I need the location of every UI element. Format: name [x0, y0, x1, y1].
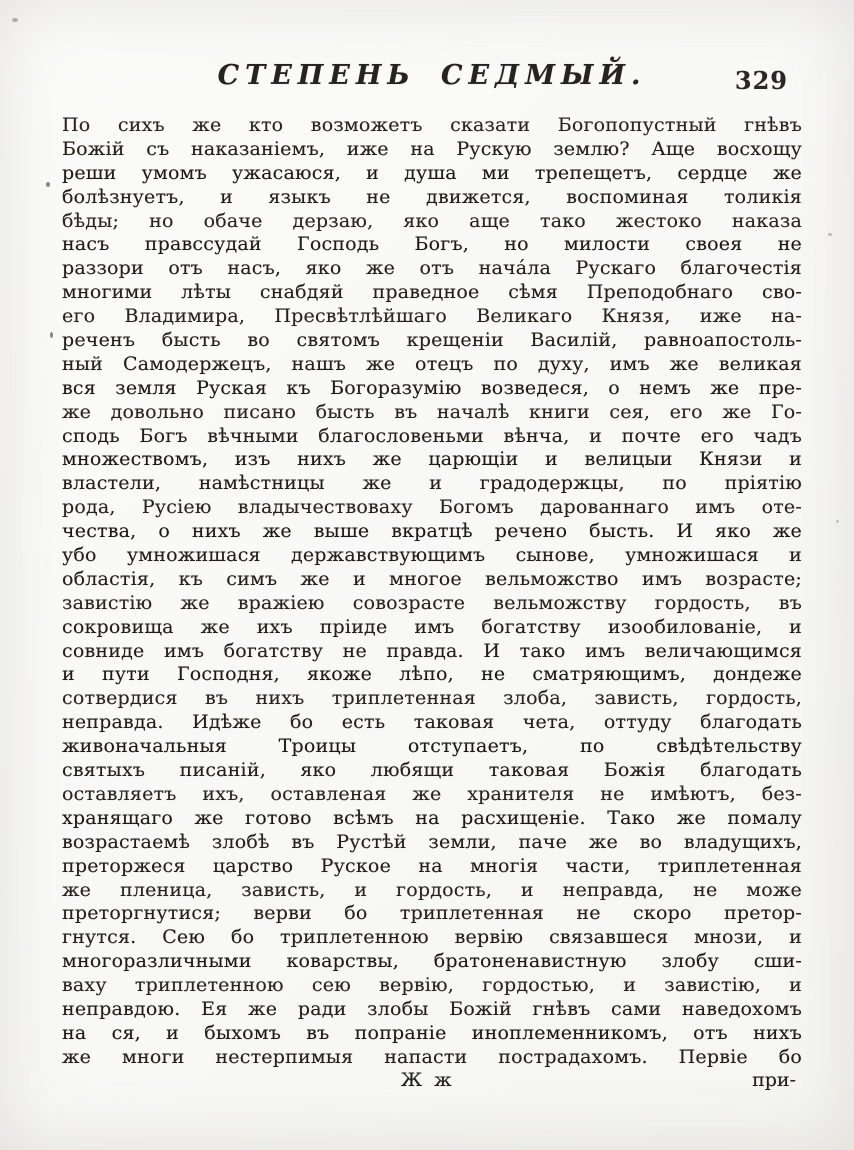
- text-line: живоначальныя Троицы отступаетъ, по свѣдѣтельству: [62, 735, 802, 758]
- text-line: чества, о нихъ же выше вкратцѣ речено бысть. И яко же: [62, 520, 802, 543]
- text-line: областія, къ симъ же и многое вельможство имъ возрасте;: [62, 567, 802, 590]
- scan-speckle: [12, 18, 18, 22]
- text-line: на ся, и быхомъ въ попраніе иноплеменникомъ, отъ нихъ: [62, 1021, 802, 1044]
- text-line: оставляетъ ихъ, оставленая же хранителя не имѣютъ, без-: [62, 782, 802, 805]
- text-line: сподь Богъ вѣчными благословеньми вѣнча, и почте его чадъ: [62, 424, 802, 447]
- text-line: реши умомъ ужасаюся, и душа ми трепещетъ, сердце же: [62, 161, 802, 184]
- text-line: болѣзнуетъ, и языкъ не движется, воспоминая толикія: [62, 185, 802, 208]
- text-line: же многи нестерпимыя напасти пострадахомъ. Первіе бо: [62, 1045, 802, 1068]
- text-line: хранящаго же готово всѣмъ на расхищеніе. Тако же помалу: [62, 806, 802, 829]
- text-line: совниде имъ богатству не правда. И тако имъ величающимся: [62, 639, 802, 662]
- page-header: [62, 60, 802, 100]
- text-line: По сихъ же кто возможетъ сказати Богопопустный гнѣвъ: [62, 114, 802, 136]
- scan-speckle: [828, 233, 832, 236]
- text-line: его Владимира, Пресвѣтлѣйшаго Великаго Князя, иже на-: [62, 305, 802, 328]
- scan-speckle: [46, 182, 50, 187]
- text-line: же пленица, зависть, и гордость, и неправда, не може: [62, 878, 802, 901]
- text-line: завистію же вражіею совозрасте вельможству гордость, въ: [62, 591, 802, 614]
- signature-mark: Ж ж: [400, 1069, 455, 1091]
- scan-speckle: [50, 332, 53, 338]
- scan-speckle: [836, 520, 839, 523]
- text-line: ный Самодержецъ, нашъ же отецъ по духу, имъ же великая: [62, 352, 802, 375]
- text-line: Божій съ наказаніемъ, иже на Рускую землю? Аще восхощу: [62, 137, 802, 160]
- text-line: сокровища же ихъ пріиде имъ богатству изообилованіе, и: [62, 615, 802, 638]
- text-line: властели, намѣстницы же и градодержцы, по пріятію: [62, 472, 802, 495]
- text-line: реченъ бысть во святомъ крещеніи Василій, равноапостоль-: [62, 329, 802, 352]
- text-line: преторгнутися; верви бо триплетенная не скоро претор-: [62, 902, 802, 925]
- text-line: многоразличными коварствы, братоненавистную злобу сши-: [62, 950, 802, 973]
- text-line: насъ правссудай Господь Богъ, но милости своея не: [62, 233, 802, 256]
- text-line: же довольно писано бысть въ началѣ книги сея, его же Го-: [62, 400, 802, 423]
- text-line: рода, Русіею владычествоваху Богомъ дарованнаго имъ оте-: [62, 496, 802, 519]
- page-footer: [62, 1068, 802, 1094]
- text-line: преторжеся царство Руское на многія части, триплетенная: [62, 854, 802, 877]
- text-line: убо умножишася державствующимъ сынове, умножишася и: [62, 544, 802, 567]
- text-line: ваху триплетенною сею вервію, гордостью, и завистію, и: [62, 974, 802, 997]
- text-line: святыхъ писаній, яко любящи таковая Божія благодать: [62, 759, 802, 782]
- text-line: и пути Господня, якоже лѣпо, не сматряющимъ, дондеже: [62, 663, 802, 686]
- page-number: 329: [734, 66, 788, 95]
- text-line: многими лѣты снабдяй праведное сѣмя Преподобнаго сво-: [62, 281, 802, 304]
- text-line: вся земля Руская къ Богоразумію возведеся, о немъ же пре-: [62, 376, 802, 399]
- text-line: бѣды; но обаче дерзаю, яко аще тако жестоко наказа: [62, 209, 802, 232]
- page-header-title: СТЕПЕНЬ СЕДМЫЙ.: [217, 60, 647, 91]
- body-text: [62, 114, 802, 1070]
- text-line: раззори отъ насъ, яко же отъ нача́ла Рускаго благочестія: [62, 257, 802, 280]
- catchword: при-: [752, 1069, 796, 1091]
- text-line: гнутся. Сею бо триплетенною вервію связавшеся мнози, и: [62, 926, 802, 949]
- text-line: возрастаемѣ злобѣ въ Рустѣй земли, паче же во владущихъ,: [62, 830, 802, 853]
- text-line: неправда. Идѣже бо есть таковая чета, оттуду благодать: [62, 711, 802, 734]
- text-line: сотвердися въ нихъ триплетенная злоба, зависть, гордость,: [62, 687, 802, 710]
- text-line: неправдою. Ея же ради злобы Божій гнѣвъ сами наведохомъ: [62, 997, 802, 1020]
- text-line: множествомъ, изъ нихъ же царющіи и велицыи Князи и: [62, 448, 802, 471]
